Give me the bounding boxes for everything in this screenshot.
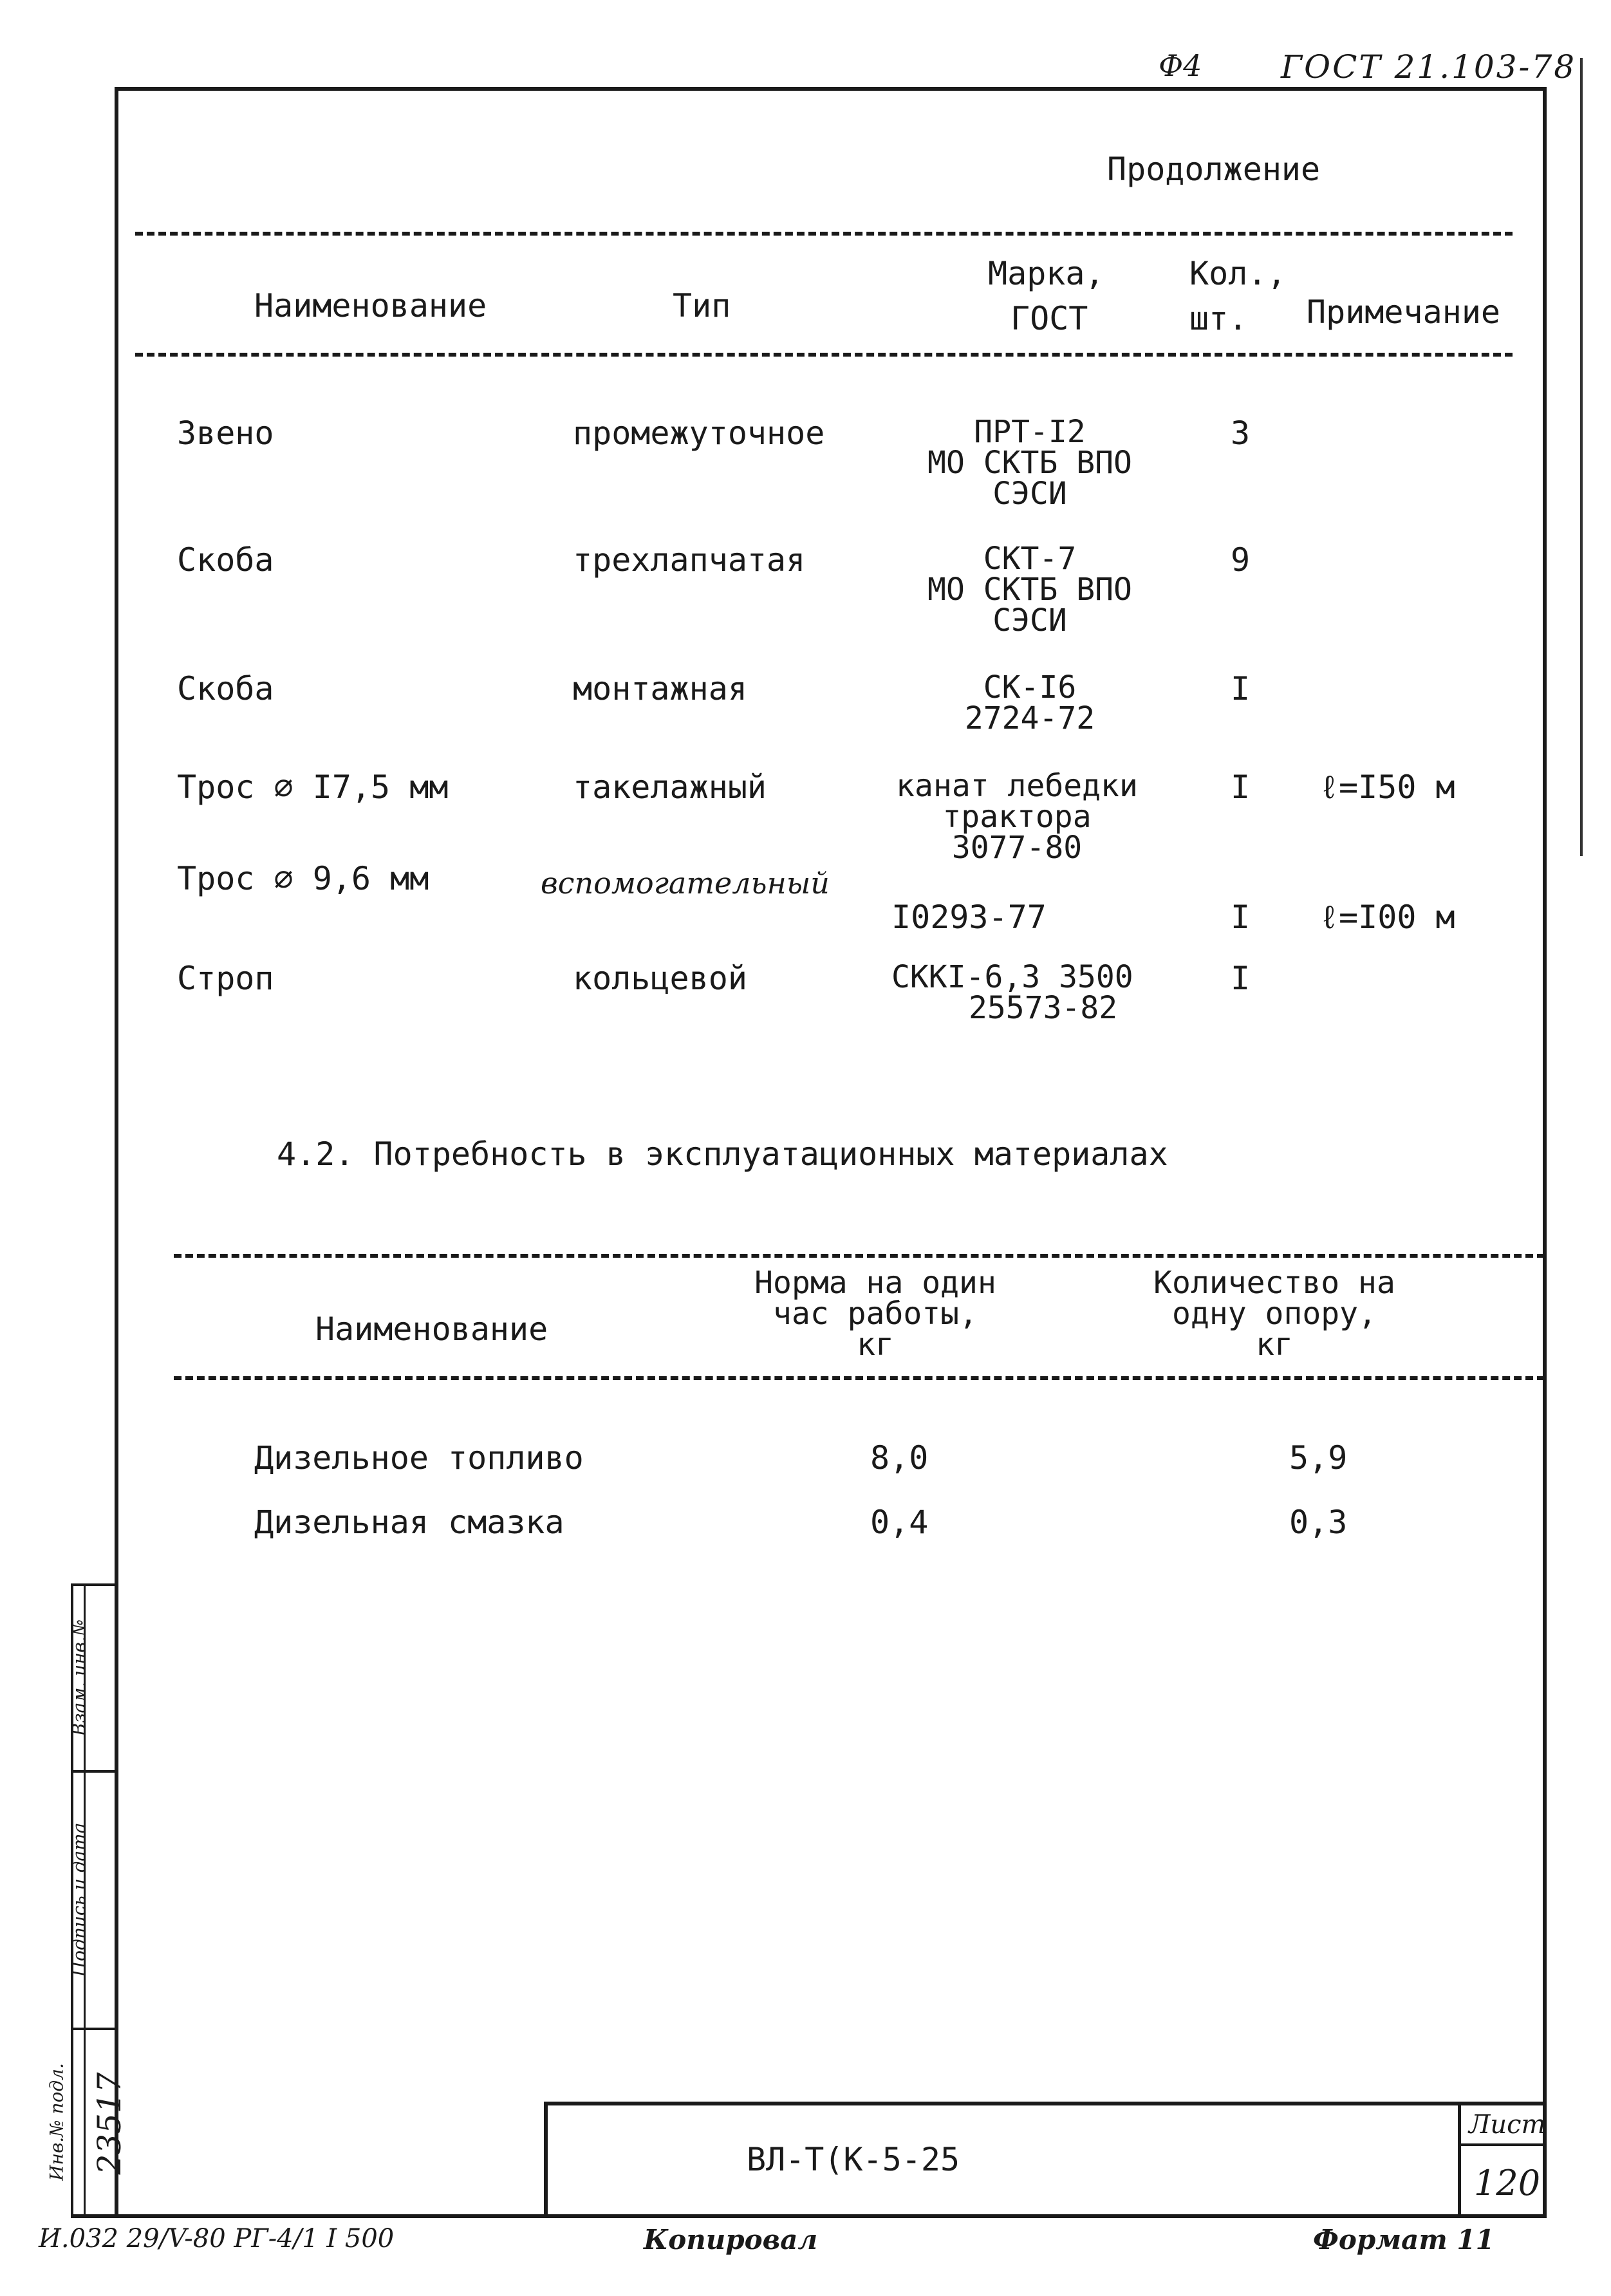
title-block-sheet-divider xyxy=(1458,2102,1461,2217)
row6-qty: I xyxy=(1231,960,1251,997)
row3-mark-line1: СК-I6 xyxy=(983,669,1077,705)
row2-mark-line3: СЭСИ xyxy=(992,602,1067,639)
table2-header-norm-line2: час работы, xyxy=(773,1296,978,1332)
row5-name: Трос ∅ 9,6 мм xyxy=(177,860,429,897)
sheet-label: Лист xyxy=(1469,2110,1546,2140)
row4-mark-line3: 3077-80 xyxy=(951,830,1083,866)
row2-qty: 9 xyxy=(1231,541,1251,579)
row3-qty: I xyxy=(1231,670,1251,707)
side-stamp-signature-date: Подпись и дата xyxy=(68,1822,90,1977)
row2-mark-line1: СКТ-7 xyxy=(983,541,1077,577)
side-stamp-inv-orig: Инв.№ подл. xyxy=(46,2063,68,2181)
row1-mark-line1: ПРТ-I2 xyxy=(974,414,1086,450)
table2-row1-name: Дизельное топливо xyxy=(254,1439,584,1477)
table2-header-amount-line2: одну опору, xyxy=(1172,1296,1377,1332)
table2-header-top-rule xyxy=(174,1254,1545,1258)
table1-header-type: Тип xyxy=(673,287,731,324)
table2-header-norm-line1: Норма на один xyxy=(754,1265,996,1301)
row1-type: промежуточное xyxy=(573,415,825,452)
row2-name: Скоба xyxy=(177,541,274,579)
row4-note: ℓ=I50 м xyxy=(1319,769,1455,806)
row4-type: такелажный xyxy=(573,769,767,806)
format-label: Формат 11 xyxy=(1313,2224,1495,2255)
sheet-number: 120 xyxy=(1474,2163,1541,2203)
section-title: 4.2. Потребность в эксплуатационных материалах xyxy=(277,1135,1168,1173)
title-block-sheet-split xyxy=(1458,2143,1547,2146)
row5-qty: I xyxy=(1231,899,1251,936)
standard-reference: ГОСТ 21.103-78 xyxy=(1281,48,1577,86)
frame-top xyxy=(115,87,1547,91)
title-block-left xyxy=(544,2102,548,2217)
row1-qty: 3 xyxy=(1231,415,1251,452)
frame-bottom xyxy=(71,2214,1547,2218)
table2-header-bottom-rule xyxy=(174,1376,1545,1380)
side-stamp-sep-1 xyxy=(71,1770,118,1773)
row6-mark-line2: 25573-82 xyxy=(969,990,1118,1026)
table1-header-mark-line1: Марка, xyxy=(988,255,1104,292)
row2-mark-line2: МО СКТБ ВПО xyxy=(927,572,1132,608)
table2-header-name: Наименование xyxy=(315,1311,548,1348)
title-block-top xyxy=(544,2102,1547,2105)
row6-type: кольцевой xyxy=(573,960,747,997)
copied-by-label: Копировал xyxy=(644,2224,818,2255)
table1-header-note: Примечание xyxy=(1307,294,1501,331)
table1-header-bottom-rule xyxy=(135,353,1513,357)
continuation-label: Продолжение xyxy=(1107,151,1321,188)
row1-mark-line2: МО СКТБ ВПО xyxy=(927,445,1132,481)
side-stamp-inv-value: 23517 xyxy=(91,2072,128,2175)
side-stamp-top xyxy=(71,1583,118,1586)
side-stamp-replaces-inv: Взам. инв.№ xyxy=(68,1619,90,1737)
row6-name: Строп xyxy=(177,960,274,997)
row4-mark-line2: трактора xyxy=(942,799,1092,835)
table1-header-qty-line1: Кол., xyxy=(1189,255,1287,292)
row3-type: монтажная xyxy=(573,670,747,707)
outer-edge-line xyxy=(1580,58,1583,856)
row3-name: Скоба xyxy=(177,670,274,707)
row4-mark-line1: канат лебедки xyxy=(896,768,1138,804)
row3-mark-line2: 2724-72 xyxy=(964,700,1095,736)
row5-mark: I0293-77 xyxy=(891,899,1047,936)
frame-left xyxy=(115,87,118,2217)
table2-row2-amount: 0,3 xyxy=(1289,1504,1348,1541)
row5-note: ℓ=I00 м xyxy=(1319,899,1455,936)
table1-header-top-rule xyxy=(135,232,1513,236)
table1-header-mark-line2: ГОСТ xyxy=(1010,300,1088,337)
bottom-left-note: И.032 29/V-80 РГ-4/1 I 500 xyxy=(39,2224,395,2254)
table2-row1-norm: 8,0 xyxy=(870,1439,929,1477)
side-stamp-sep-2 xyxy=(71,2028,118,2030)
table2-row2-name: Дизельная смазка xyxy=(254,1504,564,1541)
sheet-code: Ф4 xyxy=(1159,48,1202,83)
table2-row1-amount: 5,9 xyxy=(1289,1439,1348,1477)
row1-name: Звено xyxy=(177,415,274,452)
row4-qty: I xyxy=(1231,769,1251,806)
row5-type: вспомогательный xyxy=(541,866,830,901)
document-designation: ВЛ-Т(К-5-25 xyxy=(747,2141,960,2178)
table1-header-qty-line2: шт. xyxy=(1189,300,1248,337)
table2-row2-norm: 0,4 xyxy=(870,1504,929,1541)
row6-mark-line1: СККI-6,3 3500 xyxy=(891,959,1133,995)
table2-header-amount-line1: Количество на xyxy=(1153,1265,1395,1301)
table2-header-norm-line3: кг xyxy=(857,1327,894,1363)
row2-type: трехлапчатая xyxy=(573,541,806,579)
table2-header-amount-line3: кг xyxy=(1256,1327,1293,1363)
table1-header-name: Наименование xyxy=(254,287,487,324)
row4-name: Трос ∅ I7,5 мм xyxy=(177,769,449,806)
frame-right xyxy=(1543,87,1547,2217)
row1-mark-line3: СЭСИ xyxy=(992,476,1067,512)
